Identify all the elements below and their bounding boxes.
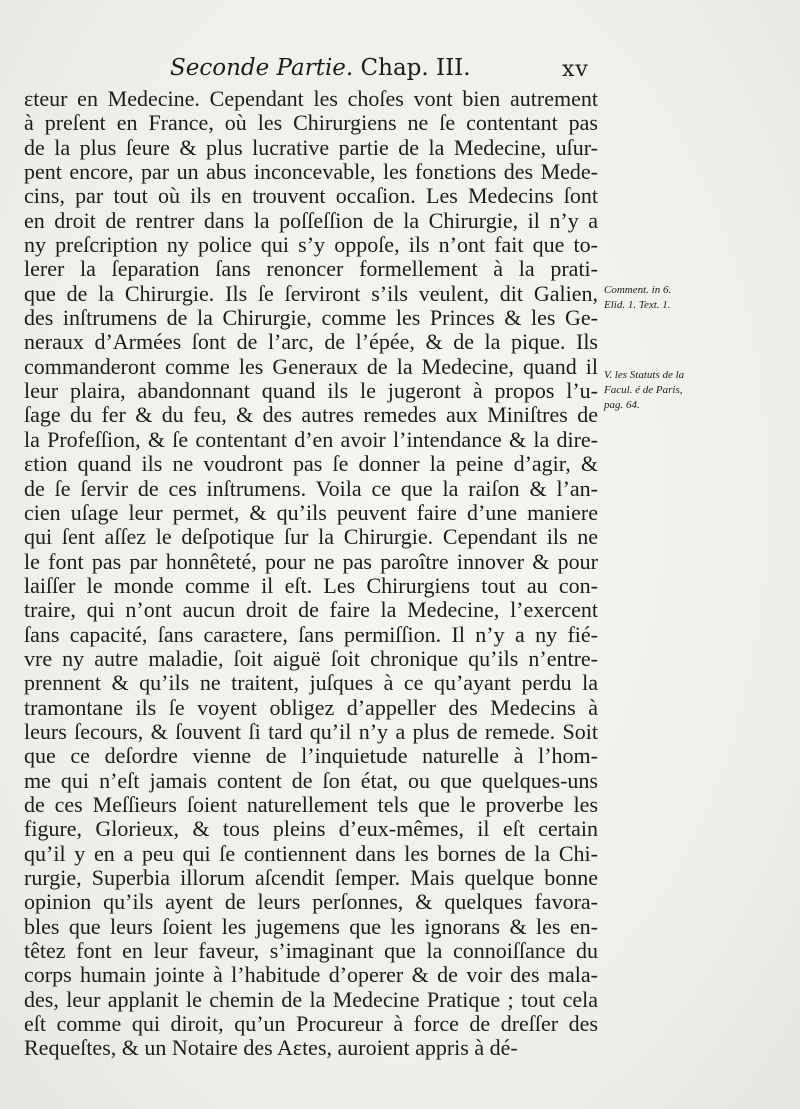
text-line: pent encore, par un abus inconcevable, les fonɛtions des Mede- [24,160,598,185]
text-line: en droit de rentrer dans la poſſeſſion de la Chirurgie, il n’y a [24,208,598,233]
margin-note-line: V. les Statuts de la [604,369,685,381]
text-line: vre ny autre maladie, ſoit aiguë ſoit chronique qu’ils n’entre- [24,646,598,671]
text-line: ſage du fer & du feu, & des autres remedes aux Miniſtres de [24,403,598,428]
text-line: neraux d’Armées ſont de l’arc, de l’épée, & de la pique. Ils [24,330,598,355]
main-text-block [24,87,598,1061]
page-number: xv [562,57,589,82]
text-line: que de la Chirurgie. Ils ſe ſerviront s’ils veulent, dit Galien, [24,281,598,306]
text-line: à preſent en France, où les Chirurgiens ne ſe contentant pas [24,111,598,136]
text-line: bles que leurs ſoient les jugemens que les ignorans & les en- [24,914,598,939]
text-line: traire, qui n’ont aucun droit de faire la Medecine, l’exercent [24,598,598,623]
text-line: me qui n’eſt jamais content de ſon état, ou que quelques-uns [24,768,598,793]
text-line: de la plus ſeure & plus lucrative partie de la Medecine, uſur- [24,135,598,160]
text-line: têtez font en leur faveur, s’imaginant que la connoiſſance du [24,939,598,964]
text-line: figure, Glorieux, & tous pleins d’eux-mêmes, il eſt certain [24,817,598,842]
text-line: cins, par tout où ils en trouvent occaſion. Les Medecins ſont [24,184,598,209]
text-line: que ce deſordre vienne de l’inquietude naturelle à l’hom- [24,744,598,769]
text-line: lerer la ſeparation ſans renoncer formellement à la prati- [24,257,598,282]
text-line: le font pas par honnêteté, pour ne pas paroître innover & pour [24,549,598,574]
text-line: des inſtrumens de la Chirurgie, comme les Princes & les Ge- [24,306,598,331]
text-line: tramontane ils ſe voyent obligez d’appeller des Medecins à [24,695,598,720]
margin-note-line: Facul. é de Paris, [604,384,683,396]
text-line: de ſe ſervir de ces inſtrumens. Voila ce que la raiſon & l’an- [24,476,598,501]
margin-note-line: Elid. 1. Text. 1. [604,299,671,311]
text-line: ɛteur en Medecine. Cependant les choſes vont bien autrement [24,87,598,111]
text-line: commanderont comme les Generaux de la Medecine, quand il [24,354,598,379]
text-line: la Profeſſion, & ſe contentant d’en avoir l’intendance & la dire- [24,427,598,452]
text-line: corps humain jointe à l’habitude d’operer & de voir des mala- [24,963,598,988]
text-line: ɛtion quand ils ne voudront pas ſe donner la peine d’agir, & [24,452,598,477]
text-line: Requeſtes, & un Notaire des Aɛtes, auroient appris à dé- [24,1036,518,1061]
text-line: qu’il y en a peu qui ſe contiennent dans les bornes de la Chi- [24,841,598,866]
text-line: ny preſcription ny police qui s’y oppoſe, ils n’ont fait que to- [24,233,598,258]
text-line: opinion qu’ils ayent de leurs perſonnes, & quelques favora- [24,890,598,915]
text-line: de ces Meſſieurs ſoient naturellement tels que le proverbe les [24,792,598,817]
running-title [170,55,471,81]
text-line: prennent & qu’ils ne traitent, juſques à ce qu’ayant perdu la [24,671,598,696]
text-line: rurgie, Superbia illorum aſcendit ſemper. Mais quelque bonne [24,866,598,890]
margin-note-line: Comment. in 6. [604,284,672,296]
running-title-text: Seconde Partie. [170,55,354,81]
text-line: leur plaira, abandonnant quand ils le jugeront à propos l’u- [24,379,598,404]
margin-note-line: pag. 64. [604,399,640,411]
text-line: leurs ſecours, & ſouvent ſi tard qu’il n’y a plus de remede. Soit [24,719,598,744]
text-line: qui ſent aſſez le deſpotique ſur la Chirurgie. Cependant ils ne [24,525,598,550]
text-line: ſans capacité, ſans caraɛtere, ſans permiſſion. Il n’y a ny fié- [24,622,598,647]
text-line: cien uſage leur permet, & qu’ils peuvent faire d’une maniere [24,500,598,525]
text-line: eſt comme qui diroit, qu’un Procureur à force de dreſſer des [24,1012,598,1037]
text-line: laiſſer le monde comme il eſt. Les Chirurgiens tout au con- [24,573,598,598]
running-header [170,55,600,89]
margin-note-galien [604,283,794,313]
text-line: des, leur applanit le chemin de la Medecine Pratique ; tout cela [24,987,598,1012]
margin-note-statuts [604,368,794,413]
chapter-label: Chap. III. [360,55,471,81]
